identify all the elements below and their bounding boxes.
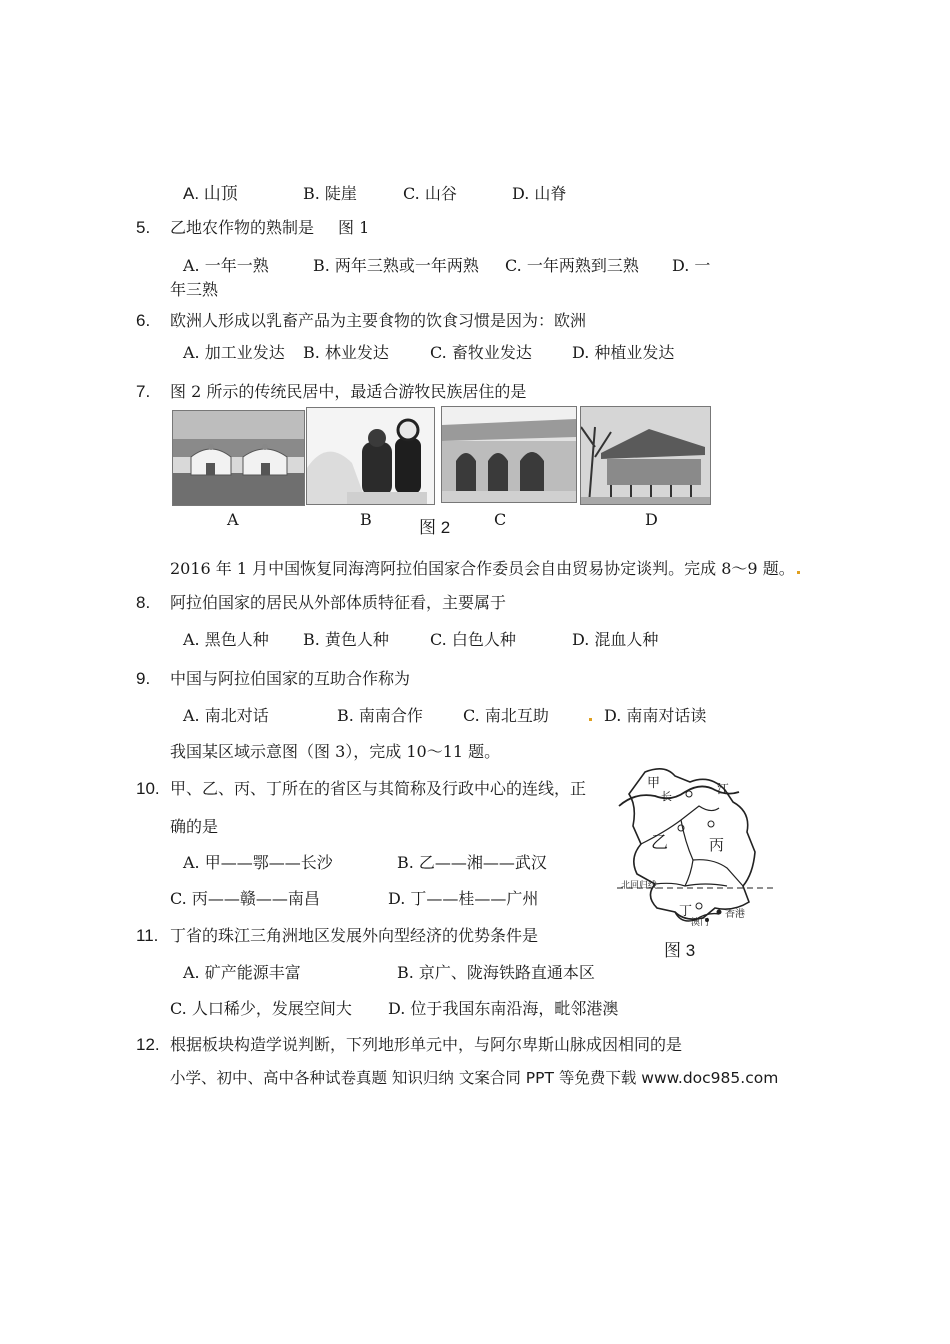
region-map [615,762,775,932]
q8-number: 8. [136,593,151,612]
figure-3-caption: 图 3 [664,941,696,960]
q8-option-c: C. 白色人种 [430,630,516,649]
q5-option-b: B. 两年三熟或一年两熟 [313,256,479,275]
q12-number: 12. [136,1035,160,1054]
decorative-dot [589,718,592,721]
photo-label-a: A [227,510,239,529]
map-label-hongkong: 香港 [725,909,745,920]
figure-2-caption: 图 2 [419,518,451,537]
q4-option-a: A. 山顶 [183,184,238,203]
q8-stem: 阿拉伯国家的居民从外部体质特征看，主要属于 [170,593,507,612]
q4-option-c: C. 山谷 [403,184,457,203]
intro-10-11: 我国某区域示意图（图 3），完成 10～11 题。 [170,742,501,761]
q6-stem: 欧洲人形成以乳畜产品为主要食物的饮食习惯是因为：欧洲 [170,311,587,330]
q7-number: 7. [136,382,151,401]
q5-option-wrap: 年三熟 [170,280,219,299]
q8-option-b: B. 黄色人种 [303,630,389,649]
q6-option-b: B. 林业发达 [303,343,389,362]
q6-option-d: D. 种植业发达 [572,343,675,362]
photo-d-stilt-house [580,406,711,505]
footer-download-banner: 小学、初中、高中各种试卷真题 知识归纳 文案合同 PPT 等免费下载 www.doc985.com [170,1069,779,1087]
map-label-tropic: 北回归线 [621,881,658,891]
q10-number: 10. [136,779,160,798]
q9-option-b: B. 南南合作 [337,706,423,725]
q4-option-d: D. 山脊 [512,184,567,203]
photo-a-yurts [172,410,305,506]
q10-option-c: C. 丙——赣——南昌 [170,889,320,908]
q10-option-a: A. 甲——鄂——长沙 [183,853,333,872]
q7-stem: 图 2 所示的传统民居中，最适合游牧民族居住的是 [170,382,527,401]
q11-option-b: B. 京广、陇海铁路直通本区 [397,963,595,982]
photo-label-d: D [645,510,658,529]
q9-option-a: A. 南北对话 [183,706,269,725]
q5-option-a: A. 一年一熟 [183,256,269,275]
photo-b-igloo [306,407,435,505]
q10-option-d: D. 丁——桂——广州 [388,889,539,908]
region-map-svg [615,762,775,932]
map-label-macau: 澳门 [691,918,710,928]
q6-option-a: A. 加工业发达 [183,343,285,362]
q12-stem: 根据板块构造学说判断，下列地形单元中，与阿尔卑斯山脉成因相同的是 [170,1035,683,1054]
q11-option-c: C. 人口稀少，发展空间大 [170,999,352,1018]
q5-stem: 乙地农作物的熟制是 [170,218,315,237]
q8-option-a: A. 黑色人种 [183,630,269,649]
q6-option-c: C. 畜牧业发达 [430,343,532,362]
q9-number: 9. [136,669,151,688]
q9-option-d: D. 南南对话读 [604,706,707,725]
photo-c-cave-dwelling [441,406,577,503]
q8-option-d: D. 混血人种 [572,630,659,649]
q10-stem-line2: 确的是 [170,817,219,836]
q6-number: 6. [136,311,151,330]
q10-option-b: B. 乙——湘——武汉 [397,853,547,872]
decorative-dot [797,571,800,574]
q11-option-d: D. 位于我国东南沿海，毗邻港澳 [388,999,619,1018]
map-label-bing: 丙 [709,836,725,854]
map-label-jiang: 江 [717,782,730,796]
q4-option-b: B. 陡崖 [303,184,357,203]
q9-stem: 中国与阿拉伯国家的互助合作称为 [170,669,411,688]
q5-number: 5. [136,218,151,237]
q10-stem-line1: 甲、乙、丙、丁所在的省区与其简称及行政中心的连线，正 [170,779,587,798]
q9-option-c: C. 南北互助 [463,706,549,725]
photo-label-b: B [360,510,372,529]
q5-option-d: D. 一 [672,256,711,275]
q11-number: 11. [136,926,159,945]
q11-stem: 丁省的珠江三角洲地区发展外向型经济的优势条件是 [170,926,539,945]
q11-option-a: A. 矿产能源丰富 [183,963,301,982]
map-label-jia: 甲 [647,776,661,791]
q5-option-c: C. 一年两熟到三熟 [505,256,639,275]
map-label-yi: 乙 [651,833,668,853]
photo-label-c: C [494,510,507,529]
q5-figref: 图 1 [338,218,370,237]
intro-8-9: 2016 年 1 月中国恢复同海湾阿拉伯国家合作委员会自由贸易协定谈判。完成 8～9 题。 [170,559,795,578]
map-label-ding: 丁 [679,904,693,919]
map-label-chang: 长 [661,790,672,803]
